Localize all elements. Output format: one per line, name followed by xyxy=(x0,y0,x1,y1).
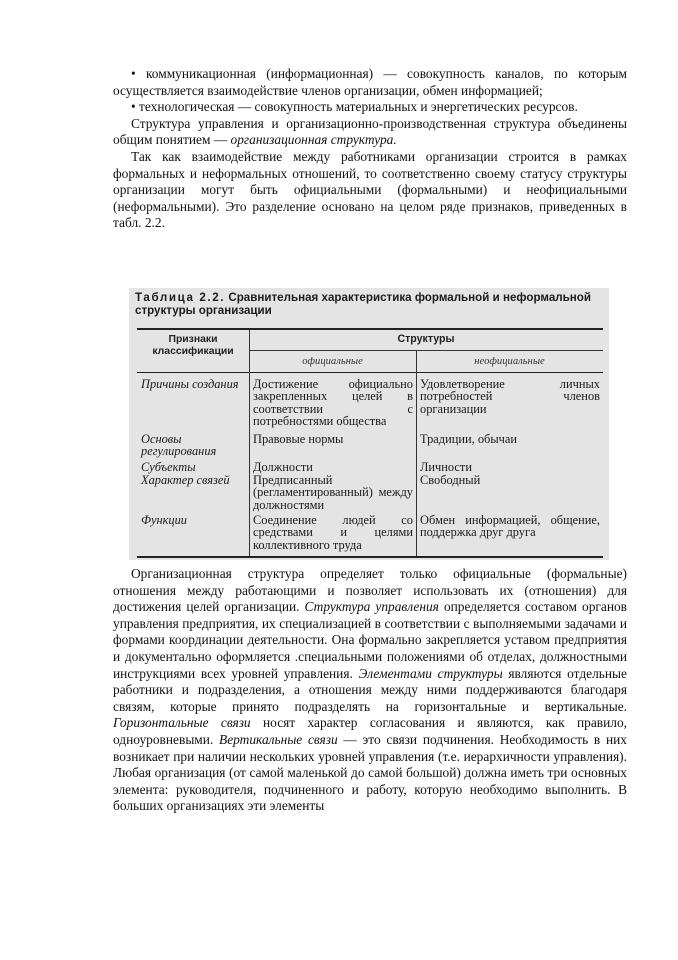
paragraph-structure-management xyxy=(113,566,627,815)
bullet-technological: • технологическая — совокупность материальных и энергетических ресурсов. xyxy=(131,99,578,115)
paragraph-text: Структура управления и организационно-производственная структура объединены общим понятием — xyxy=(113,115,627,148)
header-unofficial: неофициальные xyxy=(474,356,545,367)
header-features: Признаки классификации xyxy=(152,334,234,357)
paragraph-text: носят характер согласования и являются, как правило, одноуровневыми. xyxy=(113,715,627,747)
row-feature: Основы регулирования xyxy=(141,432,217,459)
row-official: Должности xyxy=(253,460,313,474)
table-title: Сравнительная характеристика формальной и неформальной структуры организации xyxy=(135,291,591,317)
row-unofficial: Обмен информацией, общение, поддержка друг друга xyxy=(420,513,600,540)
paragraph-text: Организационная структура определяет только официальные (формальные) отношения между работающими и позволяет использовать их (отношения) для достижения целей организации. xyxy=(113,566,627,615)
table-caption xyxy=(135,291,605,317)
header-bottom-rule xyxy=(137,372,603,373)
table-number: Таблица 2.2. xyxy=(135,291,226,304)
paragraph-text: являются отдельные работники и подразделения, а отношения между ними поддерживаются благодаря связям, которые принято подразделять на горизонтальные и вертикальные. xyxy=(113,665,627,714)
paragraph-formal-informal: Так как взаимодействие между работниками организации строится в рамках формальных и неформальных отношений, то соответственно своему статусу структуры организации могут быть официальными (формальными) и неофициальными (неформальными). Это разделение основано на целом ряде признаков, приведенных в табл. 2.2. xyxy=(113,148,627,231)
top-text-block xyxy=(113,66,627,232)
header-structures: Структуры xyxy=(397,333,455,345)
row-feature: Функции xyxy=(141,513,187,527)
paragraph-text: определяется составом органов управления предприятия, их специализацией в соответствии с выполняемыми задачами и формами координации деятельности. Она формально закрепляется уставом предприятия и документально оформляется .специальными положениями об отделах, должностными инструкциями всех уровней управления. xyxy=(113,599,628,681)
bottom-text-block xyxy=(113,566,627,815)
row-official: Соединение людей со средствами и целями коллективного труда xyxy=(253,513,413,552)
row-unofficial: Свободный xyxy=(420,473,481,487)
row-official: Правовые нормы xyxy=(253,432,344,446)
bullet-communication: • коммуникационная (информационная) — совокупность каналов, по которым осуществляется взаимодействие членов организации, обмен информацией; xyxy=(113,66,627,98)
header-divider xyxy=(249,350,603,351)
row-unofficial: Традиции, обычаи xyxy=(420,432,518,446)
table-image xyxy=(129,288,609,560)
row-feature: Причины создания xyxy=(141,377,239,391)
header-official: официальные xyxy=(302,356,363,367)
paragraph-org-structure xyxy=(113,116,627,149)
paragraph-text: — это связи подчинения. Необходимость в них возникает при наличии нескольких уровней управления (т.е. иерархичности управления). Любая организация (от самой маленькой до самой большой) должна иметь три основных элемента: руководителя, подчиненного и работу, которую необходимо выполнить. В больших организациях эти элементы xyxy=(113,731,627,814)
term-horizontal-links: Горизонтальные связи xyxy=(113,715,251,731)
comparison-table xyxy=(137,328,603,558)
row-unofficial: Удовлетворение личных потребностей членов организации xyxy=(420,377,600,416)
term-org-structure: организационная структура. xyxy=(230,132,397,148)
row-official: Достижение официально закрепленных целей в соответствии с потребностями общества xyxy=(253,377,413,429)
term-management-structure: Структура управления xyxy=(304,599,439,615)
row-unofficial: Личности xyxy=(420,460,472,474)
row-official: Предписанный (регламентированный) между должностями xyxy=(253,473,413,512)
term-structure-elements: Элементами структуры xyxy=(358,665,503,681)
row-feature: Характер связей xyxy=(141,473,230,487)
term-vertical-links: Вертикальные связи xyxy=(219,731,338,747)
column-divider xyxy=(416,350,417,556)
row-feature: Субъекты xyxy=(141,460,196,474)
